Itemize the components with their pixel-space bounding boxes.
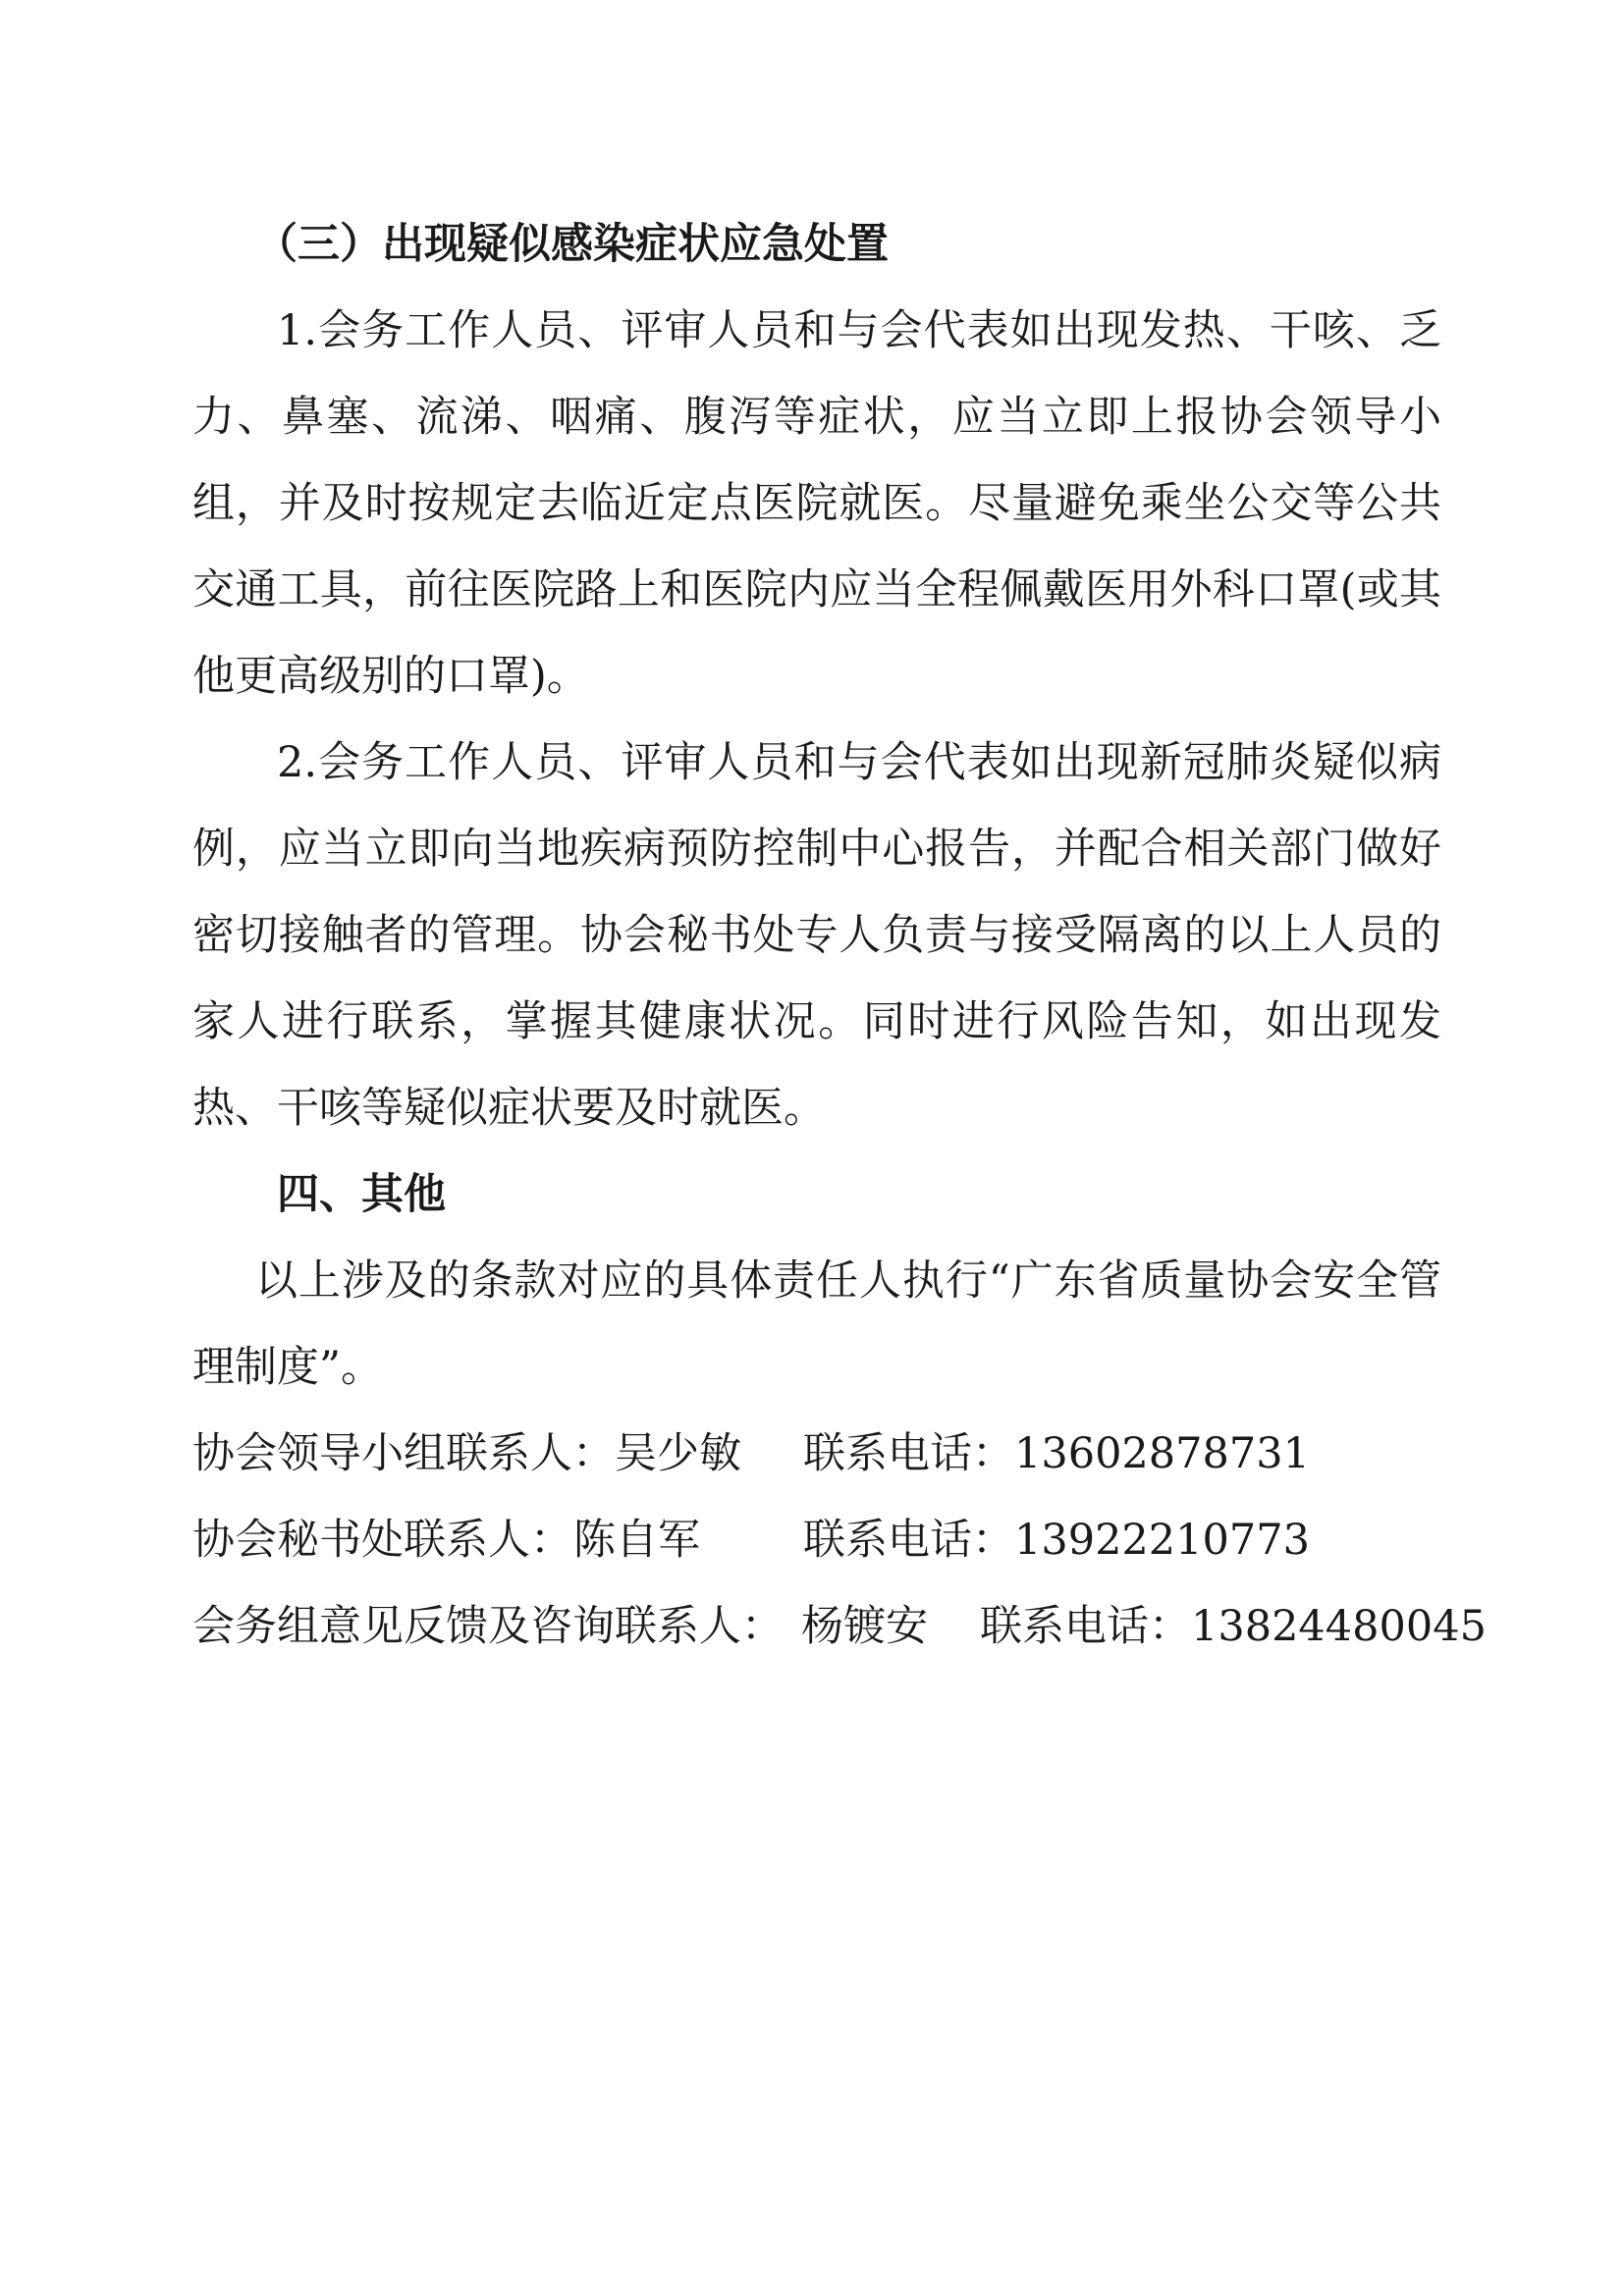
contact-label: 会务组意见反馈及咨询联系人： (192, 1602, 784, 1651)
section-4-heading: 四、其他 (277, 1170, 446, 1219)
contact-name: 杨镀安 (801, 1602, 928, 1651)
contact-phone: 联系电话：13922210773 (803, 1516, 1310, 1565)
contact-line-secretariat (192, 1497, 1441, 1583)
section-3-paragraph-1: 1.会务工作人员、评审人员和与会代表如出现发热、干咳、乏力、鼻塞、流涕、咽痛、腹泻等症状，应当立即上报协会领导小组，并及时按规定去临近定点医院就医。尽量避免乘坐公交等公共交通工具，前往医院路上和医院内应当全程佩戴医用外科口罩(或其他更高级别的口罩)。 (192, 306, 1441, 701)
contact-phone: 联系电话：13602878731 (803, 1429, 1310, 1478)
section-3-heading: （三）出现疑似感染症状应急处置 (255, 220, 889, 269)
contact-name: 陈自军 (573, 1516, 700, 1565)
contact-label: 协会领导小组联系人： (192, 1429, 615, 1478)
contact-phone: 联系电话：13824480045 (980, 1602, 1487, 1651)
section-4-paragraph: 以上涉及的条款对应的具体责任人执行“广东省质量协会安全管理制度”。 (192, 1256, 1441, 1392)
contact-line-leadership (192, 1411, 1441, 1497)
document-body (192, 201, 1487, 1670)
contact-name: 吴少敏 (615, 1429, 741, 1478)
section-3-paragraph-2: 2.会务工作人员、评审人员和与会代表如出现新冠肺炎疑似病例，应当立即向当地疾病预防控制中心报告，并配合相关部门做好密切接触者的管理。协会秘书处专人负责与接受隔离的以上人员的家人进行联系，掌握其健康状况。同时进行风险告知，如出现发热、干咳等疑似症状要及时就医。 (192, 738, 1441, 1133)
contact-line-feedback (192, 1583, 1487, 1670)
contact-label: 协会秘书处联系人： (192, 1516, 572, 1565)
